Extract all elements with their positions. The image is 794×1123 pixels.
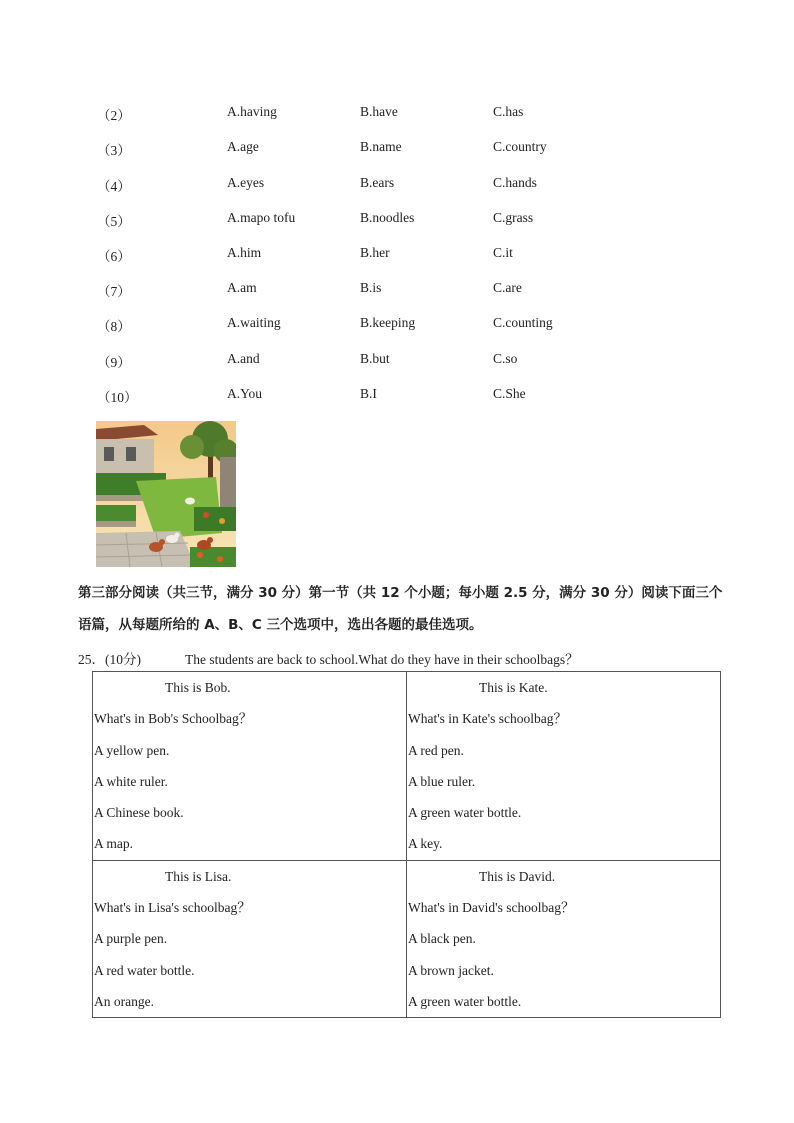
option-row-10 xyxy=(0,386,794,406)
option-a: A.him xyxy=(227,245,262,260)
question-number-label: 25．(10分) xyxy=(78,652,141,667)
option-row-7 xyxy=(0,280,794,300)
option-c: C.She xyxy=(493,386,526,401)
option-b: B.noodles xyxy=(360,210,415,225)
bag-item: A red pen. xyxy=(408,742,464,758)
bag-question: What's in Lisa's schoolbag？ xyxy=(94,900,251,916)
option-c: C.are xyxy=(493,280,522,295)
question-number: （5） xyxy=(97,214,131,229)
table-row xyxy=(93,860,721,1017)
option-b: B.but xyxy=(360,351,390,366)
option-b: B.name xyxy=(360,139,402,154)
question-25 xyxy=(78,648,579,668)
bag-item: A green water bottle. xyxy=(408,993,522,1009)
option-c: C.counting xyxy=(493,315,553,330)
question-number: （10） xyxy=(97,390,138,405)
bag-item: A key. xyxy=(408,836,443,852)
option-c: C.it xyxy=(493,245,513,260)
bag-question: What's in David's schoolbag？ xyxy=(408,900,575,916)
bag-title: This is Bob. xyxy=(165,680,231,695)
option-a: A.waiting xyxy=(227,315,281,330)
option-c: C.country xyxy=(493,139,547,154)
garden-illustration xyxy=(96,421,236,567)
option-a: A.age xyxy=(227,139,259,154)
option-c: C.so xyxy=(493,351,518,366)
question-number: （4） xyxy=(97,179,131,194)
bag-item: A Chinese book. xyxy=(94,805,184,821)
option-b: B.is xyxy=(360,280,382,295)
bag-title: This is David. xyxy=(479,868,556,884)
option-a: A.and xyxy=(227,351,260,366)
option-b: B.ears xyxy=(360,175,395,190)
question-prompt: The students are back to school.What do they have in their schoolbags？ xyxy=(185,652,579,667)
bag-title: This is Lisa. xyxy=(165,868,232,884)
bag-item: A green water bottle. xyxy=(408,805,522,821)
bag-cell-david xyxy=(407,860,721,1017)
table-row xyxy=(93,672,721,861)
option-row-6 xyxy=(0,245,794,265)
option-row-4 xyxy=(0,175,794,195)
bag-question: What's in Kate's schoolbag？ xyxy=(408,711,567,727)
question-number: （2） xyxy=(97,108,131,123)
bag-item: A red water bottle. xyxy=(94,962,195,978)
option-row-2 xyxy=(0,104,794,124)
option-row-5 xyxy=(0,210,794,230)
bag-item: A white ruler. xyxy=(94,773,168,789)
option-a: A.am xyxy=(227,280,257,295)
option-a: A.You xyxy=(227,386,263,401)
bag-cell-bob xyxy=(93,672,407,861)
question-number: （7） xyxy=(97,284,131,299)
bag-item: A black pen. xyxy=(408,931,476,947)
bag-cell-lisa xyxy=(93,860,407,1017)
bag-title: This is Kate. xyxy=(479,680,548,695)
bag-item: An orange. xyxy=(94,993,154,1009)
option-c: C.hands xyxy=(493,175,537,190)
question-number: （8） xyxy=(97,319,131,334)
option-row-3 xyxy=(0,139,794,159)
schoolbag-table xyxy=(92,671,721,1018)
option-b: B.have xyxy=(360,104,398,119)
option-row-9 xyxy=(0,351,794,371)
bag-item: A blue ruler. xyxy=(408,773,476,789)
bag-item: A map. xyxy=(94,836,133,852)
option-row-8 xyxy=(0,315,794,335)
section-heading-line-1: 第三部分阅读（共三节，满分 30 分）第一节（共 12 个小题；每小题 2.5 分，满分 30 分）阅读下面三个 xyxy=(78,585,723,601)
option-b: B.her xyxy=(360,245,390,260)
option-c: C.grass xyxy=(493,210,534,225)
bag-item: A yellow pen. xyxy=(94,742,170,758)
question-number: （9） xyxy=(97,355,131,370)
bag-question: What's in Bob's Schoolbag？ xyxy=(94,711,253,727)
bag-item: A purple pen. xyxy=(94,931,168,947)
bag-item: A brown jacket. xyxy=(408,962,494,978)
option-a: A.eyes xyxy=(227,175,265,190)
bag-cell-kate xyxy=(407,672,721,861)
option-b: B.keeping xyxy=(360,315,416,330)
section-heading xyxy=(78,577,728,641)
option-b: B.I xyxy=(360,386,377,401)
option-a: A.mapo tofu xyxy=(227,210,296,225)
option-c: C.has xyxy=(493,104,524,119)
question-number: （6） xyxy=(97,249,131,264)
question-number: （3） xyxy=(97,143,131,158)
option-a: A.having xyxy=(227,104,277,119)
section-heading-line-2: 语篇，从每题所给的 A、B、C 三个选项中，选出各题的最佳选项。 xyxy=(78,617,483,633)
